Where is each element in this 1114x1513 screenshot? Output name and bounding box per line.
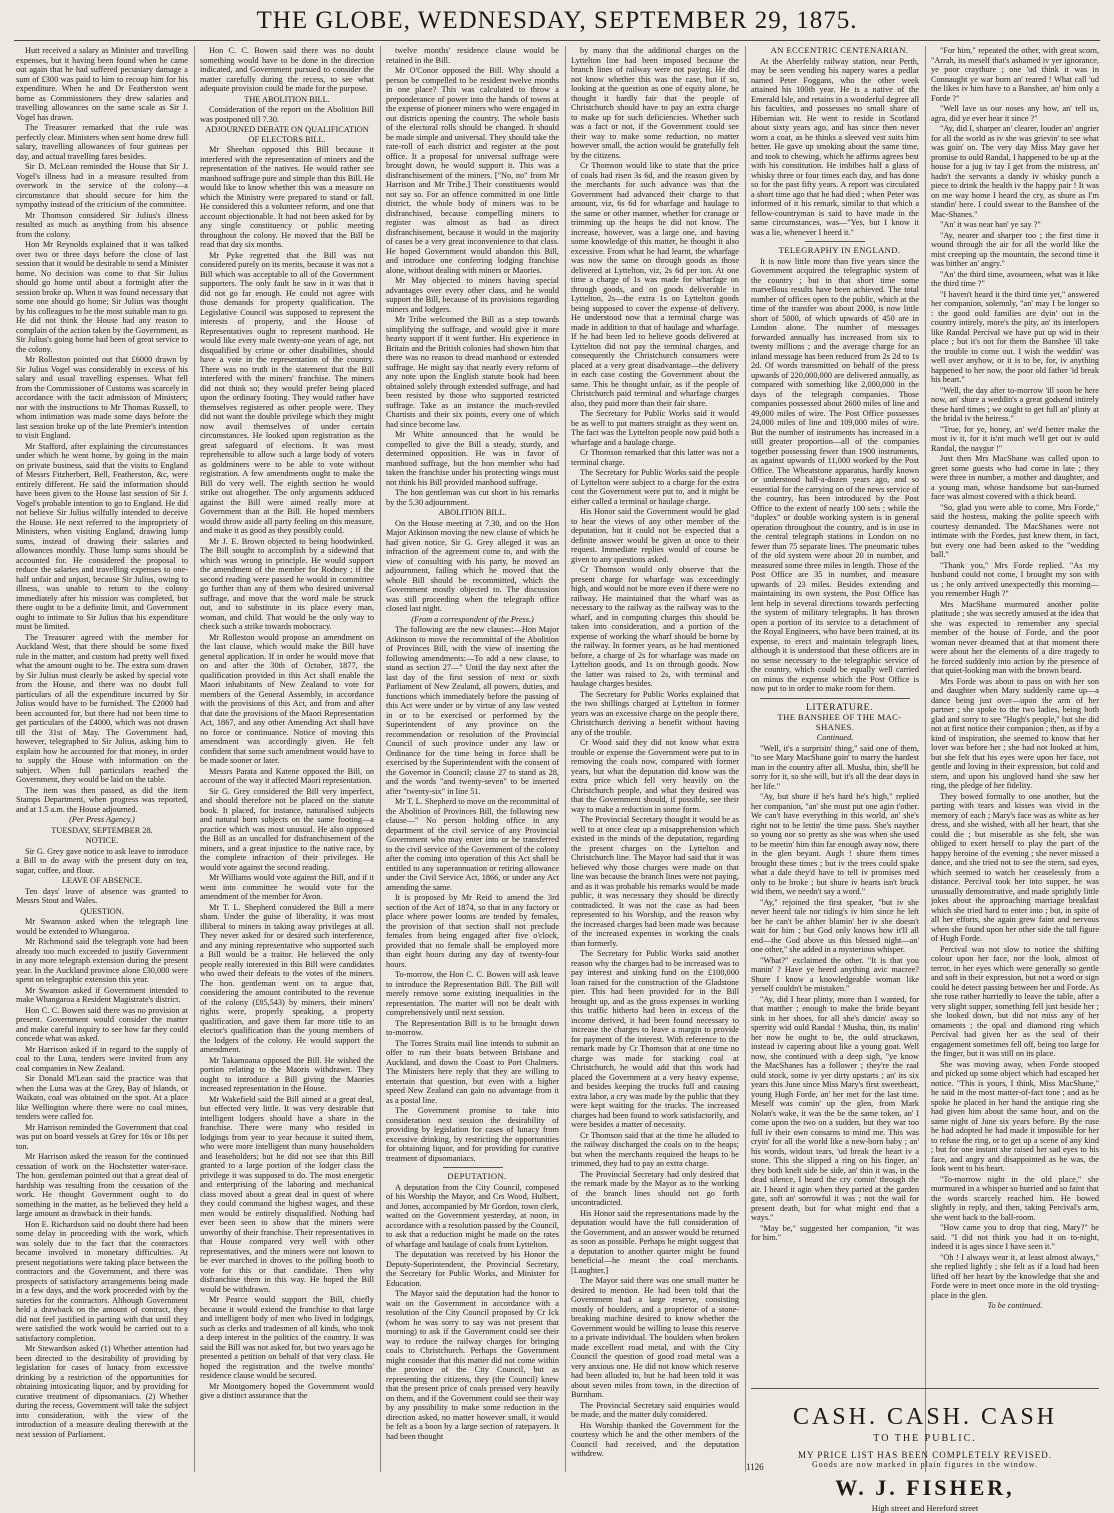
paragraph: Mrs Forde was about to pass on with her son and daughter when Mary suddenly came up—a dance being just over—upon the arm of her partner ; she spoke to the two ladies, being both glad and sorry to see "Hugh's people," but she did not at first notice their companion ; then, as if by a kind of inspiration, she seemed to know that her lover was before her ; she had not looked at him, but she felt that his eyes were upon her face, not gentle and loving in their expression, but cold and stern, and upon his ungloved hand she saw her ring, the pledge of her fidelity. — [931, 676, 1099, 790]
article-body — [386, 519, 559, 614]
advert-address: High street and Hereford street — [871, 1503, 979, 1513]
column-rule — [565, 46, 566, 1472]
paragraph: The item was then passed, as did the item Stamps Department, when progress was reported, and at 1.5 a.m. the House adjourned. — [16, 785, 188, 814]
paragraph: "An' the third time, avourneen, what was it like the third time ?" — [931, 269, 1099, 288]
paragraph: "May be," suggested her companion, "it was for him." — [751, 1223, 919, 1242]
article-body — [751, 257, 919, 694]
column-rule — [925, 46, 926, 1472]
paragraph: "For him," repeated the other, with great scorn, "Arrah, its meself that's ashamed iv yer ignorance, ye poor craythure ; one 'ud think it was in Connaught ye war born an' reared ! What call 'ud the likes iv him have to a Banshee, an' him only a Forde ?" — [931, 46, 1099, 103]
paragraph: Mr Swanson asked when the telegraph line would be extended to Whangaroa. — [16, 917, 188, 936]
paragraph: "How came you to drop that ring, Mary?" he said. "I did not think you had it on to-night, indeed it is ages since I have seen it." — [931, 1223, 1099, 1251]
paragraph: Sir D. McLean reminded the House that Sir J. Vogel's illness had in a measure resulted from overwork in the service of the colony—a circumstance that should secure for him the sympathy instead of the criticism of the committee. — [16, 162, 188, 209]
paragraph: "Ay, did I hear plinty, more than I wanted, for that matther ; enough to make the bride beyant sink in her shoes, for all she's dancin' away so sperrity wid ould Randal ! Musha, thin, its malin' her now he ought to be, the ould struckawn, instead iv capering about like a young goat. Well now, she continued with a deep sigh, "ye know the MacShanes has a follower ; they're the raal ould stock, some iv yer dirty upstarts ; an' its six years this June since Miss Mary's first sweetheart, young Hugh Forde, an' her met for the last time. Meself was comin' up the glen, from Mark Nolan's wake, it was the be the same token, an' I come upon the two on a sudden, but they war too full iv their own consarns to mind me. This was cryin' for all the world like a new-born baby ; an' his words, widout tears, 'ud break the heart iv a stone. This she slipped a ring on his finger, an' they both knelt side be side, an' thin it was, in the dead silence, I heard the cry comin' through the air. I heard it agin when they parted at the garden gate, soft an' sorrowful it was ; not the wail for present death, but for what might end that a ways." — [751, 994, 919, 1222]
section-heading-literature: LITERATURE. — [805, 701, 874, 713]
article-body — [386, 625, 559, 1163]
paragraph: "Ay, nearer and sharper too ; the first time it wound through the air for all the world like the mist creeping up the mountain, the second time it was bitther an' angry." — [931, 230, 1099, 268]
column-4 — [571, 46, 739, 1472]
section-heading-telegraphy: TELEGRAPHY IN ENGLAND. — [778, 245, 901, 255]
section-heading-deputation: DEPUTATION. — [447, 1171, 507, 1181]
story-title: THE BANSHEE OF THE MAC-SHANES. — [777, 712, 902, 732]
column-6 — [931, 46, 1099, 1376]
paragraph: Mr Pearce would support the Bill, chiefly because it would extend the franchise to that large and intelligent body of men who lived in lodgings, such as clerks and tradesmen of all kinds, who took a deep interest in the politics of the country. It was said the Bill was not asked for, but two years ago he presented a petition on behalf of that very class. He hoped the registration and the twelve months' residence clause would be secured. — [200, 1295, 374, 1380]
paragraph: The Provincial Secretary said enquiries would be made, and the matter duly considered. — [571, 1400, 739, 1419]
paragraph: Hutt received a salary as Minister and travelling expenses, but it having been found when he came out again that he had suffered pecuniary damage a sum of £300 was paid to him to recoup him for his expenditure. When he and Dr Featherston went home as Commissioners they drew salaries and travelling allowances on the same scale as Sir J. Vogel has drawn. — [16, 46, 188, 122]
paragraph: They bowed formally to one another, but the parting with tears and kisses was vivid in the memory of each ; Mary's face was as white as her dress, and she wished, with all her heart, that she could die ; but miserable as she felt, she was obliged to exert herself to play the part of the happy heroine of the evening ; she never missed a dance, and she tried not to see the stern, sad eyes, which seemed to watch her ceaselessly from a distance. Percival took her into supper, he was unusually demonstrative, and made sprightly little jokes about the approaching marriage breakfast which she tried hard to enter into ; but, in spite of all her efforts, she again grew faint and nervous when she found upon her other side the tall figure of Hugh Forde. — [931, 791, 1099, 943]
paragraph: Mr T. L. Shepherd considered the Bill a mere sham. Under the guise of liberality, it was most illiberal to miners in taking away privileges at all. They never asked for or desired such interference, and any mining representative who supported such a Bill would be a traitor. He believed the only people really interested in this Bill were candidates who owed their defeats to the votes of the miners. The hon. gentleman went on to argue that, considering the amount contributed to the revenue of the colony (£85,543) by miners, their miners' rights were, properly speaking, a property qualification, and gave them far more title to an elector's qualification than the young members of the lodgers of the colony. He would support the amendment. — [200, 902, 374, 1054]
section-heading-debate: ADJOURNED DEBATE ON QUALIFICATION OF ELECTORS BILL. — [205, 125, 369, 144]
paragraph: "Ay, but shure if he's hard he's high," replied her companion, "an' she must put one agin t'other. We can't have everything in this world, an' she's right not to be lettin' the time pass. She's nayther so young nor so pretty as she was when she used to be meetin' him thin far enough away now, there in the glen beyant. Augh ! shure them times brought these times ; but iv the trees could spake what a dale they'd have to tell iv promises med only to be broke ; but shure iv hearts isn't bruck wid them, we needn't say a word." — [751, 792, 919, 896]
paragraph: Mr Sheehan opposed this Bill because it interfered with the representation of miners and the representation of the natives. He would rather see manhood suffrage pure and simple than this Bill. He would like to know whether this was a measure on which the Ministry were prepared to stand or fall. He considered this a volunteer reform, and one that account objectionable. It had not been asked for by any single constituency or public meeting throughout the colony. He moved that the Bill be read that day six months. — [200, 145, 374, 249]
section-heading-leave: LEAVE OF ABSENCE. — [61, 876, 143, 885]
paragraph: Messrs Parata and Katene opposed the Bill, on account of the way it affected Maori representation. — [200, 766, 374, 785]
paragraph: "Ay, did I, sharper an' clearer, louder an' angrier for all the world as iv she was grievin' to see what was goin' on. The very day Miss May gave her promise to ould Randal, I happened to be up at the house for a jug iv tay I get from the mistress, an' hadn't the servants a dandy iv whisky punch a piece to drink the health iv the happy pair ! It was on me way home I heard the cry, as shure as I'm standin' here. I could swear to the Banshee of the Mac-Shanes." — [931, 124, 1099, 219]
paragraph: The Secretary for Public Works said the people of Lyttelton were subject to a charge for the extra cost the Government were put to, and it might be either called a terminal or haulage charge. — [571, 468, 739, 506]
paragraph: His Honor said the Government would be glad to hear the views of any other member of the deputation, but it could not be expected that a definite answer would be given at once to their request. Immediate replies would of course be given to any questions asked. — [571, 507, 739, 564]
article-body — [751, 57, 919, 238]
paragraph: It is proposed by Mr Reid to amend the 3rd section of the Act of 1874, so that in any factory or place where power looms are tended by females, the provision of that section shall not preclude females from being engaged after five o'clock, provided that no female shall be employed more than eight hours during any day of twenty-four hours. — [386, 893, 559, 969]
paragraph: Mr Rolleston would propose an amendment on the last clause, which would make the Bill have general application. If in order he would move that on and after the 30th of October, 1877, the qualification provided in this Act shall enable the Maori inhabitants of New Zealand to vote for members of the General Assembly, in accordance with the provisions of this Act, and from and after that date the provisions of the Maori Representation Act, 1867, and any other Amending Act shall have no force or continuance. Notice of moving this amendment was accordingly given. He felt confident that some such amendment would have to be made sooner or later. — [200, 632, 374, 765]
paragraph: Mr O'Conor opposed the Bill. Why should a person be compelled to be resident twelve months in one place? This was calculated to throw a preponderance of power into the hands of towns at the expense of pioneer miners who were engaged in out districts opening the country. The whole basis of the electoral rolls should be changed. It should be made simple and universal. They should take the rate-roll of each district and register at the post office. It a proposal for universal suffrage were brought down, he would support it. This was a disfranchisement of the miners. ["No, no" from Mr Harrison and Mr Tribe.] Their constituents would not say so. For an offence committed in one little district, the whole body of miners was to be disfranchised, because compelling miners to register was almost as bad as direct disfranchisement, because it would in the majority of cases be a very great inconvenience to that class. He hoped Government would abandon this Bill, and introduce one conferring lodging franchise alone, without dealing with miners or Maories. — [386, 66, 559, 275]
paragraph: Mr T. L. Shepherd to move on the recommittal of the Abolition of Provinces Bill, the following new clause—" No person holding office in any department of the civil service of any Provincial Government who may enter into or be transferred to the civil service of the Government of the colony after the coming into operation of this Act shall be entitled to any superannuation or retiring allowance under the Civil Service Act, 1866, or under any Act amending the same. — [386, 797, 559, 892]
paragraph: The Mayor said there was one small matter he desired to mention. He had been told that the Government had a large reserve, consisting mostly of boulders, and a proprietor of a stone-breaking machine desired to know whether the Government would be willing to lease this reserve to a private individual. The boulders when broken made excellent road metal, and with the City Council the question of good road metal was a very anxious one. He did not know which reserve had been alluded to, but he had been told it was about seven miles from town, in the direction of Burnham. — [571, 1276, 739, 1399]
paragraph: The Secretary for Public Works said another reason why the charges had to be increased was to pay interest and sinking fund on the £100,000 loan raised for the construction of the Gladstone pier. This had been provided for in the Bill brought up, and as the gross expenses in working this traffic hitherto had been in excess of the income derived, it had been found necessary to increase the charges to leave a margin to provide for payment of the interest. With reference to the remark made by Cr Thomson that at one time no charge was made for stacking coal at Christchurch, he would add that this work had placed the Government at a very heavy expense, and besides keeping the trucks full and causing extra labor, a cry was made by the public that they were kept waiting for the trucks. The increased charges had been found to work satisfactorily, and were besides a matter of necessity. — [571, 949, 739, 1129]
column-rule — [380, 46, 381, 1472]
paragraph: The Provincial Secretary thought it would be as well to at once clear up a misapprehension which existed in the minds of the deputation, regarding the present charges on the Lyttelton and Christchurch line. The Mayor had said that it was believed why those charges were made on that line was because the branch lines were not paying, and as it was probable his remarks would be made public, it was necessary they should be directly contradicted. It was not the case as had been represented to his Worship, and the reason why the increased charges had been made was because of the increased expenses in working the coals than formerly. — [571, 815, 739, 948]
paragraph: Mrs MacShane murmured another polite platitude ; she was secretly amused at the idea that she was expected to remember any special member of the house of Forde, and the poor woman never dreamed that at that moment there were about her the elements of a dire tragedy to be forced suddenly into action by the presence of that quiet-looking man with the brown beard. — [931, 599, 1099, 675]
paragraph: Mr Montgomery hoped the Government would give a distinct assurance that the — [200, 1381, 374, 1400]
column-5 — [751, 46, 919, 1382]
column-rule — [745, 46, 746, 1472]
section-heading-question: QUESTION. — [80, 906, 124, 916]
paragraph: Mr Thomson considered Sir Julius's illness resulted as much as anything from his absence from the colony. — [16, 210, 188, 239]
paragraph: "An' it was near han' ye say ?" — [940, 220, 1041, 229]
paragraph: On the House meeting at 7.30, and on the Hon Major Atkinson moving the new clause of which he had given notice, Sir G. Grey alleged it was an infraction of the agreement come to, and with the view of consulting with his party, he moved an adjournment, failing which he moved that the whole Bill should be recommitted, which the Government mostly objected to. The discussion was still proceeding when the telegraph office closed last night. — [386, 518, 559, 613]
paragraph: The Torres Straits mail line intends to submit an offer to run their boats between Brisbane and Auckland, and down the Coast to Port Chalmers. The Ministers here reply that they are willing to entertain that question, but even with a higher speed New Zealand can gain no advantage from it as a postal line. — [386, 1038, 559, 1105]
paragraph: His Honor said the representations made by the deputation would have the full consideration of the Government, and an answer would be returned as soon as possible. Perhaps he might suggest that a deputation to another quarter might be found beneficial—he meant the coal merchants. [Laughter.] — [571, 1208, 739, 1275]
article-body — [386, 46, 559, 507]
paragraph: Hon C. C. Bowen said there was no provision at present. Government would consider the matter and make careful inquiry to see how far they could concede what was asked. — [16, 1005, 188, 1043]
paragraph: Mr Wakefield said the Bill aimed at a great deal, but effected very little. It was very desirable that intelligent lodgers should have a share in the franchise. There were many who resided in lodgings from year to year because it suited them, who were more intelligent than many householders and leaseholders; but he did not see that this Bill granted to a large portion of the lodger class the privilege it was supposed to do. The most energetic and enterprising of the laboring and mechanical class moved about a great deal in quest of where they could command the highest wages, and these men would be entirely disqualified. Nothing had ever been seen to show that the miners were unworthy of their franchise. Their representatives in that House compared very well with other representatives, and the miners were not known to be ever marched in droves to the polling booth to vote for this or that candidate. Then why disfranchise them in this way. He hoped the Bill would be withdrawn. — [200, 1094, 374, 1294]
paragraph: "So, glad you were able to come, Mrs Forde," said the hostess, making the polite speech with courtesy demanded. The MacShanes were not intimate with the Fordes, just knew them, in fact, but every one had been asked to the "wedding ball." — [931, 502, 1099, 559]
paragraph: Mr Swanson asked if Government intended to make Whangaroa a Resident Magistrate's district. — [16, 985, 188, 1004]
advertisement — [751, 1394, 1099, 1513]
paragraph: Sir Donald M'Lean said the practice was that when the Luna was at the Grey, Bay of Islands, or Waikato, coal was obtained on the spot. At a place like Wellington where there were no coal mines, tenders were called for. — [16, 1074, 188, 1121]
paragraph: The Mayor said the deputation had the honor to wait on the Government in accordance with a resolution of the City Council proposed by Cr Ick (whom he was sorry to say was not present that morning) to ask if the Government could see their way to reduce the railway charges for bringing coals to Christchurch. Perhaps the Government might consider that this matter did not come within the province of the City Council, but as representing the citizens, they (the Council) knew that the present price of coals pressed very heavily on them, and if the Government could see their way by any possibility to make some reduction in the direction asked, no matter however small, it would be felt as a boon by a large section of ratepayers. It had been thought — [386, 1289, 559, 1441]
paragraph: Just then Mrs MacShane was called upon to greet some guests who had come in late ; they were three in number, a mother and daughter, and a young man, whose handsome but sun-burned face was almost covered with a thick beard. — [931, 454, 1099, 501]
paragraph: "Thank you," Mrs Forde replied. "As my husband could not come, I brought my son with us ; he only arrived unexpectedly this morning—you remember Hugh ?" — [931, 560, 1099, 598]
advert-merchant-name: W. J. FISHER, — [835, 1475, 1015, 1500]
advert-line: MY PRICE LIST HAS BEEN COMPLETELY REVISED. — [797, 1450, 1053, 1460]
paragraph: "True, for ye, honey, an' we'd better make the most iv it, for it is'nt much we'll get out iv ould Randal, the naygur !" — [931, 424, 1099, 453]
paragraph: The Secretary for Public Works explained that the two shillings charged at Lyttelton in former years was an excessive charge on the people there, Christchurch deriving a benefit without having any of the trouble. — [571, 689, 739, 737]
article-body — [16, 917, 188, 1439]
paragraph: Sir G. Grey considered the Bill very imperfect, and should therefore not be placed on the statute book. It placed, for instance, naturalised subjects and natural born subjects on the same footing—a practice which was most unusual. He also opposed the Bill as an uncalled for disfranchisement of the miners, and a great injustice to the native race, by the complete infraction of their privileges. He would vote against the second reading. — [200, 786, 374, 872]
paragraph: Mr Rolleston pointed out that £6000 drawn by Sir Julius Vogel was considerably in excess of his salary and usual travelling expenses. What fell from the Commissioner of Customs was scarcely in accordance with the tacit admission of Ministers; nor with the instructions to Mr Thomas Russell, to whom intimation was made some days before the last session broke up of the late Premier's intention to visit England. — [16, 355, 188, 440]
paragraph: twelve months' residence clause would be retained in the Bill. — [386, 46, 559, 65]
paragraph: Hon E. Richardson said no doubt there had been some delay in proceeding with the work, which was solely due to the fact that the contractors became involved in monetary difficulties. At present negotiations were taking place between the contractors and the Government, and there was prospects of satisfactory arrangements being made in a few days, and the work proceeded with by the sureties for the contractors. Although Government held a drawback on the amount of contract, they did not feel justified in parting with that until they were satisfied the work would be carried out to a satisfactory completion. — [16, 1219, 188, 1343]
divider — [760, 698, 910, 699]
section-heading-notice: NOTICE. — [85, 836, 119, 845]
section-heading-eccentric: AN ECCENTRIC CENTENARIAN. — [770, 46, 909, 55]
paragraph: The Provincial Secretary had only desired that the remark made by the Mayor as to the working of the branch lines should not go forth uncontradicted. — [571, 1169, 739, 1207]
paragraph: Consideration of the report on the Abolition Bill was postponed till 7.30. — [200, 105, 374, 124]
advert-rule — [751, 1388, 1099, 1389]
section-heading-abolition: THE ABOLITION BILL. — [244, 94, 330, 104]
paragraph: The deputation was received by his Honor the Deputy-Superintendent, the Provincial Secretary, the Secretary for Public Works, and Minister for Education. — [386, 1250, 559, 1288]
paragraph: Cr Thomson remarked that this latter was not a terminal charge. — [571, 448, 739, 467]
paragraph: "I haven't heard it the third time yet," answered her companion, solemnly, "an' may I be longer so : the good ould families are dyin' out in the country intirely, more's the pity, an' its interlopers like Randal Percival we have put up wid in their place ; but it's not for them the Banshee 'ill take the trouble to come out. I wish the weddin' was well over anyhow, or it is to be, for, iv anything happened to her now, the poor old father 'id break his heart." — [931, 289, 1099, 384]
paragraph: Cr Wood said they did not know what extra trouble or expense the Government were put to in removing the coals now, compared with former years, but what the deputation did know was the extra price which fell very heavily on the Christchurch people, and what they desired was that the Government should, if possible, see their way to make a reduction in some form. — [571, 738, 739, 814]
paragraph: "Well, it's a surprisin' thing," said one of them, "to see Mary MacShane goin' to marry the hardest man in the country after all. Musha, thin, she'll be sorry for it, so she will, but it's all the dear days in her life." — [751, 743, 919, 791]
date-heading: TUESDAY, SEPTEMBER 28. — [51, 825, 153, 835]
advert-subtitle: TO THE PUBLIC. — [873, 1433, 977, 1444]
paragraph: It is now little more than five years since the Government acquired the telegraphic system of the country ; but in that short time some marvellous results have been achieved. The total number of offices open to the public, which at the time of the transfer was about 2000, is now little short of 5000, of which upwards of 450 are in London alone. The number of messages forwarded annually has increased from six to twenty millions ; and the average charge for an inland message has been reduced from 2s 2d to 1s 2d. Of words transmitted on behalf of the press upwards of 220,000,000 are delivered annually, as compared with something like 2,000,000 in the days of the telegraph companies. Those companies possessed about 2600 miles of line and 49,000 miles of wire. The Post Office possesses 24,000 miles of line and 109,000 miles of wire. But the number of instruments has increased in a still greater proportion—all of the companies together possessing fewer than 1900 instruments, as against upwards of 11,000 worked by the Post Office. The Wheatstone apparatus, hardly known or understood half-a-dozen years ago, and so essential for the carrying on of the news service of the country, has been introduced by the Post Office to the extent of nearly 100 sets ; while the "duplex" or double working system is in general operation throughout the country, and is in use in the central telegraph stations in London on no fewer than 75 separate lines. The pneumatic tubes of the old system were about 20 in number, and measured some three miles in length. Those of the Post Office are 35 in number, and measure upwards of 23 miles. Besides extending and maintaining its own system, the Post Office has lent help in several directions towards perfecting the system of military telegraphs. It has thrown open a portion of its service to a detachment of the Royal Engineers, who have been trained, at its expense, to erect and maintain telegraph lines, although it is understood that these officers are in no sense necessary to the telegraphic service of the country, which could be equally well carried on minus the expense which the Post Office is now put to in order to make room for them. — [751, 256, 919, 693]
paragraph: The Government promise to take into consideration next session the desirability of providing by legislation for cases of lunacy from excessive drinking, by restricting the opportunities for obtaining liquor, and for providing for curative treatment of dipsomaniacs. — [386, 1106, 559, 1163]
paragraph: "What?" exclaimed the other. "It is that you manin' ? Have ye heerd anything avic macree? Shure I know a knowledgeable woman like yerself couldn't be mistaken." — [751, 955, 919, 993]
paragraph: The Representation Bill is to be brought down to-morrow. — [386, 1018, 559, 1037]
column-3 — [386, 46, 559, 1472]
to-be-continued: To be continued. — [987, 1301, 1043, 1310]
paragraph: Ten days' leave of absence was granted to Messrs Stout and Wales. — [16, 886, 188, 905]
article-body — [386, 1183, 559, 1442]
paragraph: Mr White announced that he would be compelled to give the Bill a steady, sturdy, and determined opposition. He was in favor of manhood suffrage, but the hon member who had taken the franchise under his protecting wings must not think his Bill provided manhood suffrage. — [386, 430, 559, 487]
paragraph: A deputation from the City Council, composed of his Worship the Mayor, and Crs Wood, Hulbert, and Jones, accompanied by Mr Gordon, town clerk, waited on the Government yesterday, at noon, in accordance with a resolution passed by the Council, to ask that a reduction might be made on the rates of wharfage and haulage of coals from Lyttelton. — [386, 1182, 559, 1249]
paragraph: Cr Thomson would like to state that the price of coals had risen 3s 6d, and the reason given by the merchants for such advance was that the Government had advanced their charge to that amount, viz, 6s 6d for wharfage and haulage to the same or other manner, whether for cranage or trimming up the heaps he did not know. The increase, however, was a large one, and having some knowledge of this matter, he thought it also excessive. From what he had learnt, the wharfage was now the same on through goods as those delivered at Lyttelton, viz, 2s 6d per ton. At one time a charge of 1s was made for wharfage on through goods, and on goods deliverable in Lyttelton, 2s—the extra 1s on Lyttelton goods being supposed to cover the expense of delivery. He understood now that a terminal charge was made in addition to that of haulage and wharfage. If he had been led to believe goods delivered at Lyttelton did not pay the terminal charges, and consequently the Christchurch consumers were placed at a very great disadvantage—the delivery in each case costing the Government about the same. This he thought unfair, as if the people of Christchurch paid terminal and wharfage charges also, they paid more than their fair share. — [571, 161, 739, 408]
paragraph: She was moving away, when Forde stooped and picked up some object which had escaped her notice. "This is yours, I think, Miss MacShane," he said in the most matter-of-fact tone ; and as he spoke he placed in her hand the antique ring she had given him about the same hour, and on the same night of June six years before. By the ruse he had adopted he had made it impossible for her to refuse the ring, or to get up a scene of any kind ; but for one instant she raised her sad eyes to his face, and angry and disappointed as he was, the look went to his heart. — [931, 1059, 1099, 1173]
subhead-correspondent: (From a correspondent of the Press.) — [411, 614, 534, 624]
paragraph: Mr Stewardson asked (1) Whether attention had been directed to the desirability of providing by legislation for cases of lunacy from excessive drinking by a restriction of the opportunities for obtaining intoxicating liquor, and by providing for curative treatment of dipsomaniacs. (2) Whether during the recess, Government will take the subject into consideration, with the view of the introduction of a measure dealing therewith at the next session of Parliament. — [16, 1344, 188, 1439]
paragraph: At the Aberfeldy railway station, near Perth, may be seen vending his napery wares a pedlar named Peter Foggans, who the other week attained his 100th year. He is a native of the Emerald Isle, and retains in a wonderful degree all his faculties, and possesses no small share of Hibernian wit. He went to reside in Scotland about sixty years ago, and has since then never worn a coat, as he thinks a sleeved vest suits him better. He gave up smoking about the same time, and took to chewing, which he affirms agrees best with his constitution. He imbibes half a glass of whisky three or four times each day, and has done so for the past fifty years. A report was circulated a short time ago that he had died ; when Peter was informed of it his remark, similar to that which a fellow-countryman is said to have made in the same circumstances, was—"Yes, but I know it was a lie, whenever I heerd it." — [751, 56, 919, 237]
paragraph: Hon Mr Reynolds explained that it was talked over two or three days before the close of last session that it would be desirable to send a Minister home. No decision was come to that Sir Julius should go home until about a fortnight after the session broke up. When it was found necessary that some one should go home; Sir Julius was thought by his colleagues to be the most suitable man to go. He did not think the House had any reason to complain of the action taken by the Government, as Sir Julius's going home had been of great service to the colony. — [16, 240, 188, 354]
paragraph: His Worship thanked the Government for the courtesy which he and the other members of the Council had received, and the deputation withdrew. — [571, 1420, 739, 1458]
masthead-rule — [14, 40, 1100, 41]
paragraph: To-morrow, the Hon C. C. Bowen will ask leave to introduce the Representation Bill. The Bill will merely remove some existing inequalities in the representation. The matter will not be dealt with comprehensively until next session. — [386, 970, 559, 1017]
section-heading-abolition-bill: ABOLITION BILL. — [438, 508, 507, 517]
continued-label: Continued. — [816, 733, 854, 742]
paragraph: Mr Williams would vote against the Bill, and if it went into committee he would vote for the amendment of the member for Avon. — [200, 873, 374, 901]
paragraph: Mr Takamoana opposed the Bill. He wished the portion relating to the Maoris withdrawn. They ought to introduce a Bill giving the Maories increased representation in the House. — [200, 1055, 374, 1093]
article-body — [200, 145, 374, 1401]
paragraph: Mr Pyke regretted that the Bill was not considered purely on its merits, because it was not a Bill which was acceptable to all of the Government supporters. The only fault he saw in it was that it did not go far enough. He could not agree with those demands for property qualification. The Legislative Council was supposed to represent the interests of property, and the House of Representatives ought to represent manhood. He would like every male twenty-one years of age, not disqualified by crime or other disabilities, should have a vote in the representation of the country. There was no truth in the statement that the Bill interfered with the miners' franchise. The miners did not think so; they would prefer being placed upon the ordinary footing. They would rather have themselves registered as other people were. They did not want the double privilege which they might now avail themselves of under certain circumstances. He looked upon registration as the great safeguard of elections. It was most reprehensible to allow such a large body of voters as goldminers were to be able to vote without registration. A few amendments ought to make the Bill do very well. The eighth section he would strike out altogether. The only arguments adduced against the Bill were aimed really more at Government than at the Bill. He hoped members would throw aside all party feeling on this measure, and make it as good as they possibly could. — [200, 250, 374, 535]
paragraph: "Ay," rejoined the first speaker, "but iv she never heerd tale nor tiding's iv him since he left her he can't be afther blamin' her iv she doesn't wait for him ; but God only knows how it'll all end—the God above us this blessed night—an' one other," she added in a mysterious whisper. — [751, 897, 919, 954]
paragraph: The following are the new clauses:—Hon Major Atkinson to move the recommittal of the Abolition of Provinces Bill, with the view of inserting the following amendments:—To add a new clause, to stand as section 27—" Until the day next after the last day of the first session of next or sixth Parliament of New Zealand, all powers, duties, and functions which immediately before the passing of this Act were under or by virtue of any law vested in or to be exercised or performed by the Superintendent of any province on the recommendation or resolution of the Provincial Council of such province under any law or Ordinance for the time being in force shall be exercised by the Superintendent with the consent of the Governor in Council; clause 27 to stand as 28, and the words "and twenty-seven" to be inserted after "twenty-six" in line 51. — [386, 625, 559, 796]
page-number: 1126 — [746, 1462, 764, 1472]
paragraph: Mr Harrison reminded the Government that coal was put on board vessels at Grey for 16s or 18s per ton. — [16, 1122, 188, 1151]
paragraph: Cr Thomson would only observe that the present charge for wharfage was exceedingly high, and would not be more even if there were no railway. He maintained that the wharf was as necessary to the railway as the railway was to the wharf, and in computing charges this should be taken into consideration, and a portion of the expense of working the wharf should be borne by the railway. In former years, as he had mentioned before, a charge of 2s for wharfage was made on Lyttelton goods, and 1s on through goods. Now the latter was raised to 2s, with terminal and haulage charges besides. — [571, 565, 739, 688]
paragraph: Mr Harrison asked the reason for the continued cessation of work on the Hochstetter water-race. The hon. gentleman pointed out that a great deal of hardship was resulting from the cessation of the work. He thought Government ought to do something in the matter, as he believed they held a large amount as drawback in their hands. — [16, 1152, 188, 1218]
column-2 — [200, 46, 374, 1472]
paragraph: Cr Thomson said that at the time he alluded to the railway discharged the coals on to the heaps; but when the merchants required the heaps to be trimmed, they had to pay an extra charge. — [571, 1130, 739, 1168]
paragraph: The Treasurer remarked that the rule was perfectly clear. Ministers when sent home drew full salary, travelling allowances of four guineas per day, and actual travelling fares besides. — [16, 123, 188, 161]
divider — [805, 241, 865, 242]
paragraph: "Well, the day after to-morrow 'ill soon be here now, an' shure a weddin's a great godsend intirely these hard times ; we ought to get full an' plinty at the bridal iv the heiress." — [931, 385, 1099, 423]
paragraph: Mr Richmond said the telegraph vote had been already too much exceeded to justify Government in any more telegraph extension during the present year. In the Auckland province alone £30,000 were spent on telegraphic extension this year. — [16, 937, 188, 984]
paragraph: "Oh ! I always wear it, at least almost always," she replied lightly ; she felt as if a load had been lifted off her heart by the knowledge that she and Forde were to meet once more in the old trysting-place in the glen. — [931, 1252, 1099, 1300]
paragraph: The hon gentleman was cut short in his remarks by the 5.30 adjournment. — [386, 488, 559, 507]
article-body — [751, 744, 919, 1243]
subhead-press-agency: (Per Press Agency.) — [69, 815, 135, 824]
paragraph: Mr May objected to miners having special advantages over every other class, and he would support the Bill, because of its provisions regarding miners and lodgers. — [386, 276, 559, 314]
paragraph: "To-morrow night in the old place," she murmured in a whisper so hurried and so faint that the words scarcely reached him. He bowed slightly in reply, and then, taking Percival's arm, she went back to the ball-room. — [931, 1174, 1099, 1222]
paragraph: by many that the additional charges on the Lyttelton line had been imposed because the branch lines of railway were not paying. He did not know whether this was the case, but if so, looking at the question as one of equity alone, he thought it hardly fair that the people of Christchurch should have to pay an extra charge to make up for such deficiencies. Whether such was a fact or not, if the Government could see their way to make some reduction, no matter however small, the action would be gratefully felt by the citizens. — [571, 46, 739, 160]
divider — [443, 1167, 503, 1168]
article-body — [931, 46, 1099, 1300]
advert-line: Goods are now marked in plain figures in the window. — [811, 1460, 1039, 1469]
paragraph: The Treasurer agreed with the member for Auckland West, that there should be some fixed rule in the matter, and custom had pretty well fixed what the amount ought to be. The extra sum drawn by Sir Julius must clearly be asked by special vote from the House, and there was no doubt full particulars of all the expenditure incurred by Sir Julius would have to be furnished. The £2000 had been accounted for, but there had not been time to get particulars of the £4000, which was not drawn till the 31st of May. The Government had, however, telegraphed to Sir Julius, asking him to explain how he accounted for that money, in order to supply the House with information on the subject. When full particulars reached the Government, they would be laid on the table. — [16, 632, 188, 784]
paragraph: Sir G. Grey gave notice to ask leave to introduce a Bill to do away with the present duty on tea, sugar, coffee, and flour. — [16, 846, 188, 875]
column-rule — [194, 46, 195, 1472]
article-body — [16, 46, 188, 814]
article-body — [571, 46, 739, 1459]
column-1 — [16, 46, 188, 1472]
paragraph: Mr J. E. Brown objected to being hoodwinked. The Bill sought to accomplish by a sidewind that which was wrong in principle. He would support the amendment of the member for Rodney ; if the second reading were passed he would in committee go further than any of them who desired universal suffrage, and move that the word male be struck out, and to substitute in its place every man, woman, and child. That would be the only way to check such a strike towards mobocracy. — [200, 536, 374, 631]
paragraph: Mr Harrison asked if in regard to the supply of coal to the Luna, tenders were invited from any coal companies in New Zealand. — [16, 1044, 188, 1073]
masthead: THE GLOBE, WEDNESDAY, SEPTEMBER 29, 1875. — [256, 7, 858, 34]
paragraph: Mr Stafford, after explaining the circumstances under which he went home, by going in the main on private business, said that the visits to England of Messrs Fitzherbert, Bell, Featherston, &c, were entirely different. He said the information should have been given to the House last session of Sir J. Vogel's probable intention to go to England. He did not believe Sir Julius wilfully intended to deceive the House. He next referred to the impropriety of Ministers, when visiting England, drawing lump sums, instead of drawing their salaries and allowances monthly. Those lump sums should be accounted for. He considered the proposal to reduce the salaries and travelling expenses to one-half unfair and unjust, because Sir Julius, owing to illness, was unable to return to the colony immediately after his mission was completed, but there ought to be a definite limit, and Government ought to intimate to Sir Julius that his expenditure must be limited. — [16, 441, 188, 631]
paragraph: The Secretary for Public Works said it would be as well to put matters straight as they went on. The fact was the Lyttelton people now paid both a wharfage and a haulage charge. — [571, 409, 739, 447]
advert-title: CASH. CASH. CASH — [792, 1404, 1058, 1430]
paragraph: "Well lave us our noses any how, an' tell us, agra, did ye ever hear it since ?" — [931, 104, 1099, 123]
paragraph: Hon C. C. Bowen said there was no doubt something would have to be done in the direction indicated, and Government pursued to consider the matter carefully during the recess, to see what adequate provision could be made for the purpose. — [200, 46, 374, 93]
paragraph: Mr Tribe welcomed the Bill as a step towards simplifying the suffrage, and would give it more hearty support if it went further. His experience in Britain and the British colonies had shown him that there was no reason to dread manhood or extended suffrage. He might say that nearly every reform of any note upon the English statute book had been obtained solely through extended suffrage, and had been resisted by those who supported restricted suffrage. Take as an instance the much-reviled Chartists and their six points, every one of which had since become law. — [386, 315, 559, 429]
article-body — [200, 46, 374, 94]
paragraph: Percival was not slow to notice the shifting colour upon her face, nor the look, almost of terror, in her eyes which were generally so gentle and soft in their expression, but not a word or sign could he detect passing between her and Forde. As she rose rather hurriedly to leave the table, after a very slight supper, something fell just beside her ; she looked down, but did not miss any of her ornaments ; the opal and diamond ring which Percival had given her as the seal of their engagement sometimes fell off, being too large for the finger, but it was still on its place. — [931, 944, 1099, 1058]
